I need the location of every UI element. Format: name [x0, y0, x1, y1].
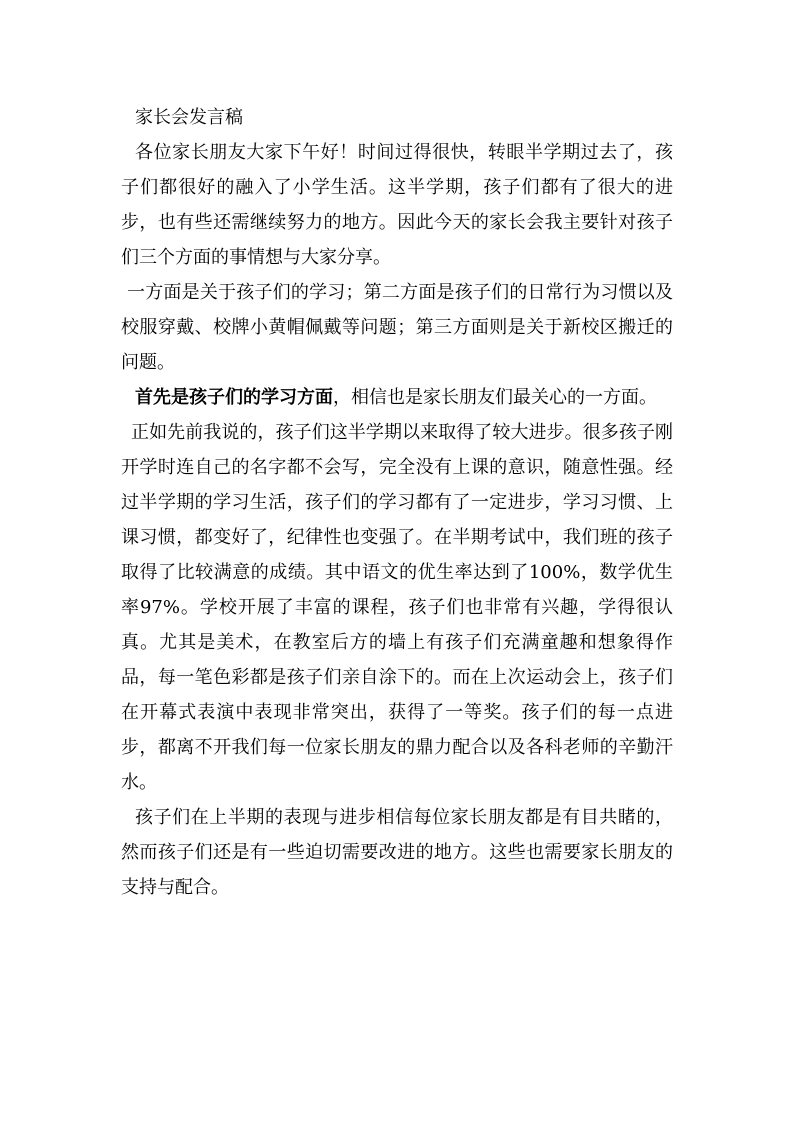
paragraph-progress: 正如先前我说的，孩子们这半学期以来取得了较大进步。很多孩子刚开学时连自己的名字都不会写，完全没有上课的意识，随意性强。经过半学期的学习生活，孩子们的学习都有了一定进步，学习习惯、上课习惯，都变好了，纪律性也变强了。在半期考试中，我们班的孩子取得了比较满意的成绩。其中语文的优生率达到了100%，数学优生率97%。学校开展了丰富的课程，孩子们也非常有兴趣，学得很认真。尤其是美术，在教室后方的墙上有孩子们充满童趣和想象得作品，每一笔色彩都是孩子们亲自涂下的。而在上次运动会上，孩子们在开幕式表演中表现非常突出，获得了一等奖。孩子们的每一点进步，都离不开我们每一位家长朋友的鼎力配合以及各科老师的辛勤汗水。 [121, 422, 673, 793]
paragraph-overview: 一方面是关于孩子们的学习；第二方面是孩子们的日常行为习惯以及校服穿戴、校牌小黄帽佩戴等问题；第三方面则是关于新校区搬迁的问题。 [121, 282, 673, 373]
bold-heading: 首先是孩子们的学习方面 [135, 387, 333, 408]
paragraph-greeting: 各位家长朋友大家下午好！时间过得很快，转眼半学期过去了，孩子们都很好的融入了小学生活。这半学期，孩子们都有了很大的进步，也有些还需继续努力的地方。因此今天的家长会我主要针对孩子们三个方面的事情想与大家分享。 [121, 142, 673, 268]
document-title: 家长会发言稿 [135, 107, 243, 128]
paragraph-study-intro [121, 380, 673, 415]
document-body [121, 100, 673, 905]
paragraph-study-intro-text: ，相信也是家长朋友们最关心的一方面。 [333, 387, 657, 408]
paragraph-improvement: 孩子们在上半期的表现与进步相信每位家长朋友都是有目共睹的，然而孩子们还是有一些迫切需要改进的地方。这些也需要家长朋友的支持与配合。 [121, 807, 673, 898]
